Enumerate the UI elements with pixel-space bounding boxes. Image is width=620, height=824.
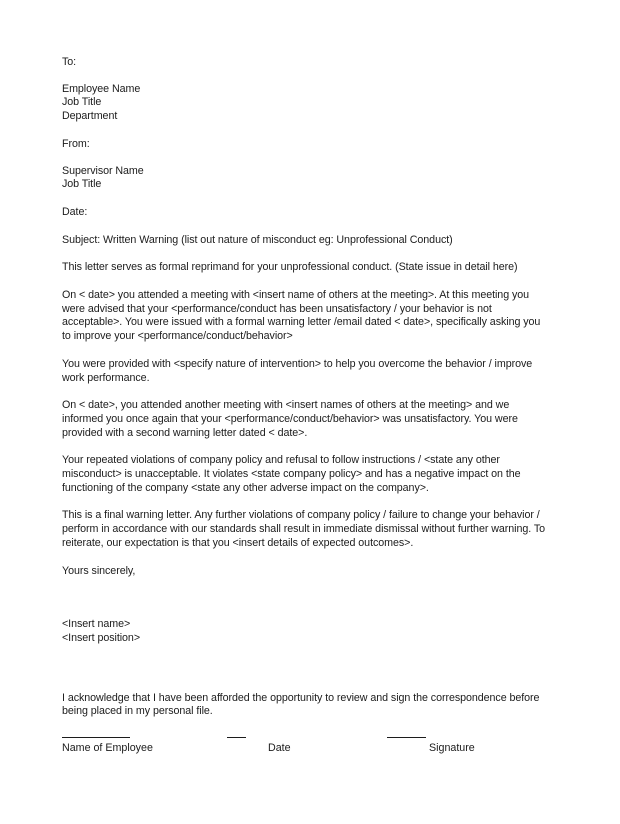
- spacer: [62, 192, 546, 206]
- signature-rule: [387, 737, 426, 738]
- spacer: [62, 247, 546, 261]
- signature-field-signature[interactable]: [387, 737, 475, 755]
- spacer: [62, 220, 546, 234]
- sender-block: [62, 165, 546, 192]
- recipient-job-title: Job Title: [62, 96, 102, 109]
- spacer: [62, 578, 546, 618]
- recipient-name: Employee Name: [62, 82, 141, 95]
- signature-field-label: Date: [268, 742, 291, 754]
- recipient-block: [62, 83, 546, 124]
- signature-fields-row: [62, 737, 552, 767]
- signature-name-block: [62, 618, 546, 645]
- signature-field-label: Name of Employee: [62, 742, 153, 754]
- signature-rule: [62, 737, 130, 738]
- paragraph-second-meeting: On < date>, you attended another meeting with <insert names of others at the meeting> and we informed you once again that your <performance/conduct/behavior> was unsatisfactory. You were provided with a second warning letter dated < date>.: [62, 399, 518, 439]
- signer-name-placeholder: <Insert name>: [62, 618, 131, 631]
- recipient-department: Department: [62, 110, 118, 123]
- paragraph-first-meeting: On < date> you attended a meeting with <insert name of others at the meeting>. At this meeting you were advised that your <performance/conduct has been unsatisfactory / your behavior is not acceptable>. You were issued with a formal warning letter /email dated < date>, specifically asking you to improve your <performance/conduct/behavior>: [62, 289, 541, 343]
- letter-body: [62, 56, 546, 719]
- spacer: [62, 385, 546, 399]
- paragraph-final-warning: This is a final warning letter. Any further violations of company policy / failure to change your behavior / perform in accordance with our standards shall result in immediate dismissal without further warning. To reiterate, our expectation is that you <insert details of expected outcomes>.: [62, 509, 546, 549]
- spacer: [62, 152, 546, 165]
- sender-job-title: Job Title: [62, 178, 102, 191]
- signer-position-placeholder: <Insert position>: [62, 631, 140, 644]
- spacer: [62, 551, 546, 565]
- signature-field-employee-name[interactable]: [62, 737, 153, 755]
- spacer: [62, 344, 546, 358]
- from-label: From:: [62, 137, 90, 150]
- date-label: Date:: [62, 205, 88, 218]
- spacer: [62, 495, 546, 509]
- spacer: [62, 275, 546, 289]
- to-label: To:: [62, 56, 77, 68]
- signature-field-label: Signature: [429, 742, 475, 754]
- signature-rule: [227, 737, 246, 738]
- subject-line: Subject: Written Warning (list out nature of misconduct eg: Unprofessional Conduct): [62, 233, 453, 246]
- acknowledgement-statement: I acknowledge that I have been afforded the opportunity to review and sign the correspondence before being placed in my personal file.: [62, 691, 540, 718]
- paragraph-violations: Your repeated violations of company policy and refusal to follow instructions / <state any other misconduct> is unacceptable. It violates <state company policy> and has a negative impact on the functioning of the company <state any other adverse impact on the company>.: [62, 454, 521, 494]
- paragraph-intro: This letter serves as formal reprimand for your unprofessional conduct. (State issue in detail here): [62, 261, 518, 274]
- closing-salutation: Yours sincerely,: [62, 564, 136, 577]
- spacer: [62, 440, 546, 454]
- paragraph-intervention: You were provided with <specify nature of intervention> to help you overcome the behavior / improve work performance.: [62, 357, 533, 384]
- sender-name: Supervisor Name: [62, 164, 144, 177]
- spacer: [62, 70, 546, 83]
- spacer: [62, 646, 546, 692]
- signature-field-date[interactable]: [227, 737, 291, 755]
- spacer: [62, 124, 546, 138]
